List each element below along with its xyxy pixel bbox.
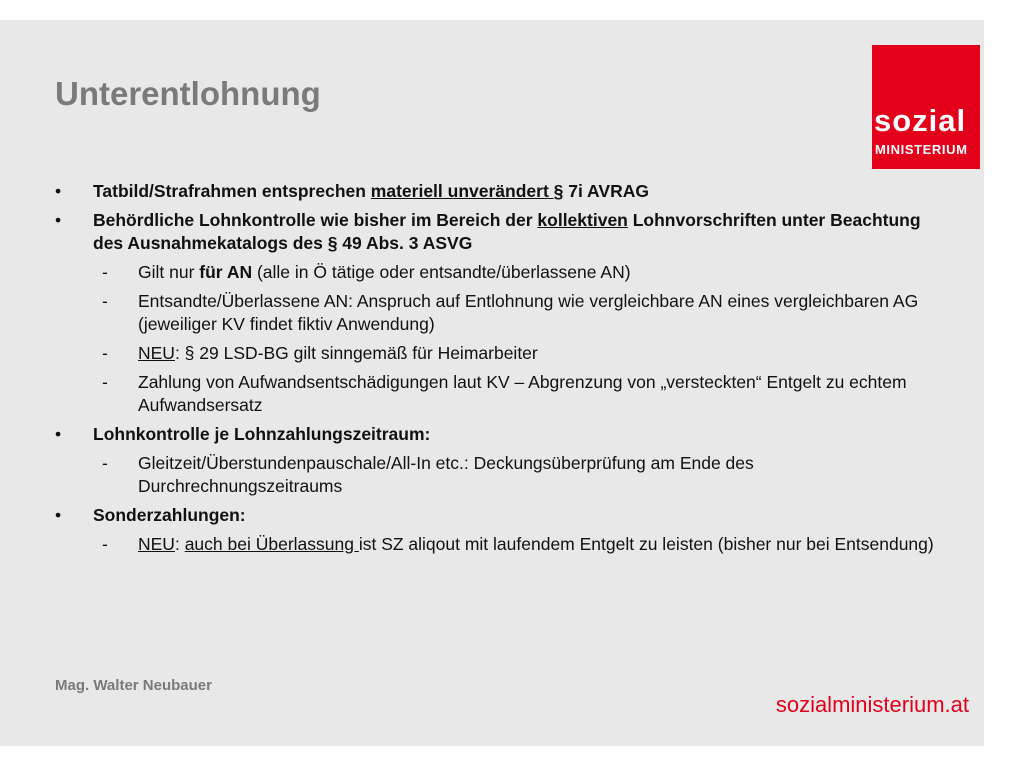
text-run: Lohnvorschriften unter Beachtung des Ausnahmekatalogs des § 49 Abs. 3 ASVG [93,210,921,253]
text-run: Entsandte/Überlassene AN: Anspruch auf Entlohnung wie vergleichbare AN eines vergleichbaren AG (jeweiliger KV findet fiktiv Anwendung) [138,291,919,334]
text-run: NEU [138,343,175,363]
text-run: § 7i AVRAG [553,181,649,201]
text-run: Behördliche Lohnkontrolle wie bisher im Bereich der [93,210,538,230]
dash-marker: - [102,453,108,473]
text-run: : [174,534,185,554]
bullet-item [55,504,935,527]
logo-subtitle: MINISTERIUM [875,142,968,157]
text-run: auch bei Überlassung [184,534,359,554]
text-run: (alle in Ö tätige oder entsandte/überlassene AN) [252,262,631,282]
text-run: Tatbild/Strafrahmen entsprechen [93,181,371,201]
page-title: Unterentlohnung [55,75,321,112]
text-run: Zahlung von Aufwandsentschädigungen laut KV – Abgrenzung von „versteckten“ Entgelt zu echtem Aufwandsersatz [138,372,907,415]
sub-item [55,452,935,498]
sub-item [55,533,935,556]
dash-marker: - [102,262,108,282]
bullet-item [55,180,935,203]
sub-item [55,342,935,365]
text-run: NEU [138,534,175,554]
website-link[interactable]: sozialministerium.at [775,692,969,717]
author-name: Mag. Walter Neubauer [55,677,212,694]
bullet-item [55,209,935,255]
slide [0,20,984,746]
bullet-marker: • [55,505,62,525]
text-run: für AN [199,262,253,282]
bullet-marker: • [55,424,62,444]
dash-marker: - [102,372,108,392]
dash-marker: - [102,343,108,363]
text-run: ist SZ aliqout mit laufendem Entgelt zu leisten (bisher nur bei Entsendung) [358,534,934,554]
ministry-logo [872,45,980,169]
logo-wordmark: sozial [874,103,967,138]
dash-marker: - [102,291,108,311]
text-run: kollektiven [537,210,628,230]
text-run: Lohnkontrolle je Lohnzahlungszeitraum: [93,424,431,444]
dash-marker: - [102,534,108,554]
bullet-marker: • [55,210,62,230]
bullet-item [55,423,935,446]
sub-item [55,261,935,284]
sub-item [55,290,935,336]
text-run: materiell unverändert [370,181,554,201]
text-run: Sonderzahlungen: [93,505,246,525]
sub-item [55,371,935,417]
text-run: Gilt nur [138,262,200,282]
bullet-marker: • [55,181,62,201]
bullet-list [55,180,935,562]
text-run: : § 29 LSD-BG gilt sinngemäß für Heimarbeiter [174,343,538,363]
text-run: Gleitzeit/Überstundenpauschale/All-In etc.: Deckungsüberprüfung am Ende des Durchrechnungszeitraums [138,453,754,496]
